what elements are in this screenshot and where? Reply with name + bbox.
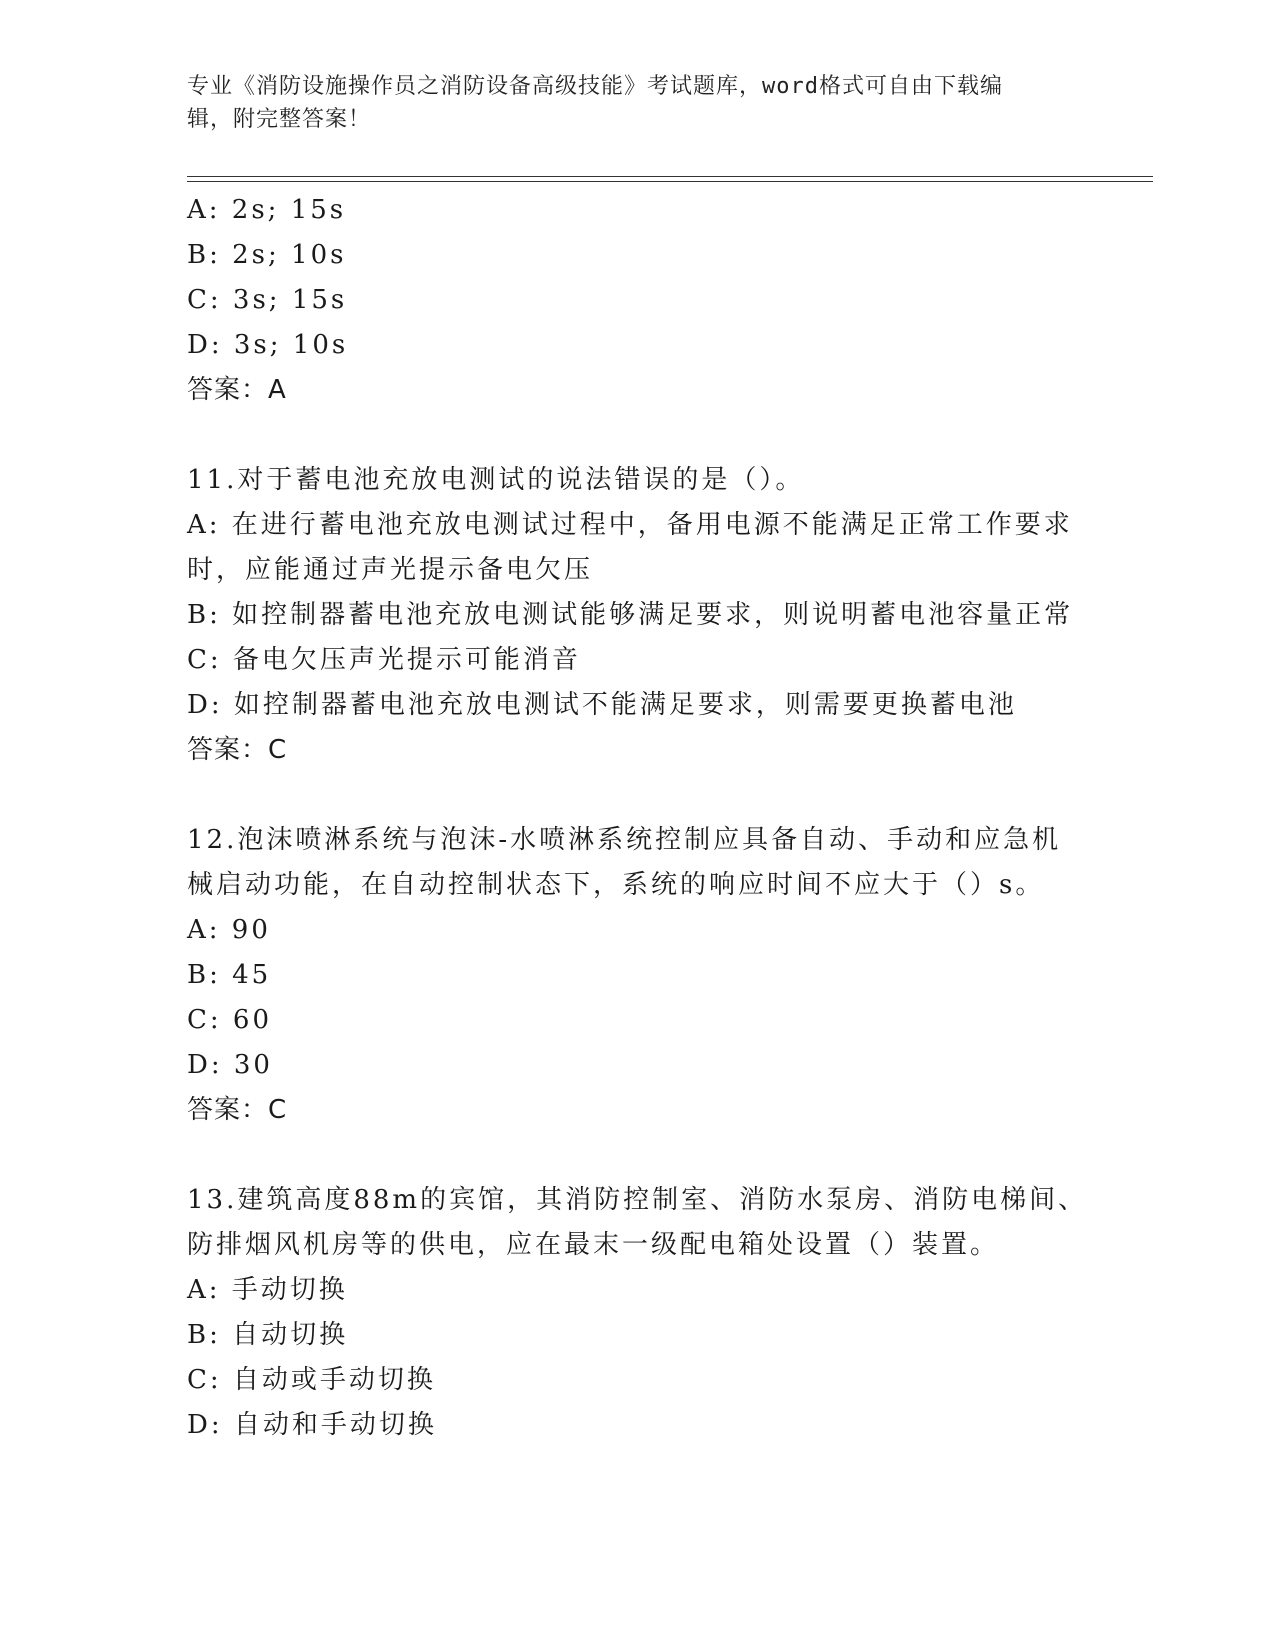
q11-option-a-line-2: 时，应能通过声光提示备电欠压: [187, 555, 594, 585]
q13-stem-line-2: 防排烟风机房等的供电，应在最末一级配电箱处设置（）装置。: [187, 1230, 1000, 1260]
header-divider-top: [187, 176, 1153, 177]
q12-answer: 答案：C: [187, 1095, 288, 1125]
header-divider-bottom: [187, 181, 1153, 182]
q13-option-b: B: 自动切换: [187, 1320, 349, 1350]
q11-option-d: D: 如控制器蓄电池充放电测试不能满足要求，则需要更换蓄电池: [187, 690, 1017, 720]
q12-stem-line-2: 械启动功能，在自动控制状态下，系统的响应时间不应大于（）s。: [187, 870, 1045, 900]
q12-option-a: A: 90: [187, 915, 271, 945]
header-line-2: 辑，附完整答案！: [187, 107, 372, 132]
header-line-1: 专业《消防设施操作员之消防设备高级技能》考试题库，word格式可自由下载编: [187, 74, 1003, 99]
q11-answer: 答案：C: [187, 735, 288, 765]
q13-option-a: A: 手动切换: [187, 1275, 348, 1305]
document-header: [187, 70, 1087, 136]
q13-stem-line-1: 13.建筑高度88m的宾馆，其消防控制室、消防水泵房、消防电梯间、: [187, 1185, 1088, 1215]
q11-option-c: C: 备电欠压声光提示可能消音: [187, 645, 581, 675]
q10-option-a: A: 2s; 15s: [187, 195, 347, 225]
q11-stem: 11.对于蓄电池充放电测试的说法错误的是（）。: [187, 465, 805, 495]
q10-option-c: C: 3s; 15s: [187, 285, 348, 315]
q11-option-a-line-1: A: 在进行蓄电池充放电测试过程中，备用电源不能满足正常工作要求: [187, 510, 1073, 540]
q11-option-b: B: 如控制器蓄电池充放电测试能够满足要求，则说明蓄电池容量正常: [187, 600, 1074, 630]
q12-stem-line-1: 12.泡沫喷淋系统与泡沫-水喷淋系统控制应具备自动、手动和应急机: [187, 825, 1062, 855]
q12-option-d: D: 30: [187, 1050, 273, 1080]
q13-option-c: C: 自动或手动切换: [187, 1365, 436, 1395]
q10-answer: 答案：A: [187, 375, 287, 405]
q10-option-b: B: 2s; 10s: [187, 240, 347, 270]
q13-option-d: D: 自动和手动切换: [187, 1410, 437, 1440]
q12-option-b: B: 45: [187, 960, 272, 990]
q12-option-c: C: 60: [187, 1005, 273, 1035]
q10-option-d: D: 3s; 10s: [187, 330, 349, 360]
